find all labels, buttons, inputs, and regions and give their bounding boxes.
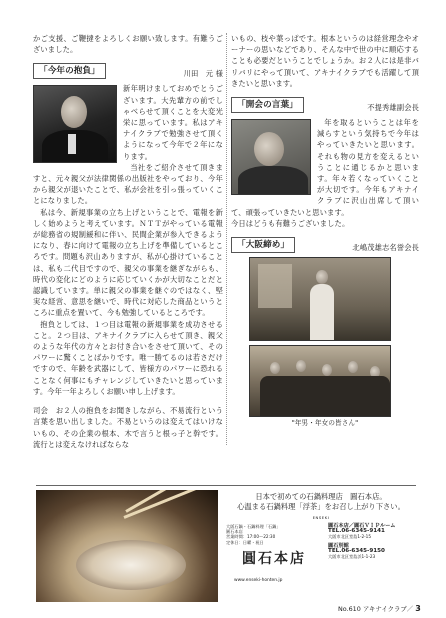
ad-headline-en: ENSEKI (312, 515, 330, 520)
intro-text: いもの、枝や葉っぱです。根本というのは経営理念やオーナーの思いなどであり、そんな中で世の中に順応することも必要だということでしょうか。お２人には是非バリバリにやって頂いて、アキナイクラブでも活躍して頂きたいと思います。 (231, 34, 419, 88)
issue-number: No.610 (338, 605, 361, 613)
ad-store-info (226, 524, 306, 545)
left-column (33, 33, 223, 450)
ad-info-line: 圓石本店 (226, 529, 243, 535)
section-header-closing (231, 237, 419, 253)
ad-info-line: 定休日：日曜・祝日 (226, 539, 264, 545)
ad-info-line: 大阪石鍋・石鍋料理「石鍋」 (226, 524, 281, 529)
closing-ceremony-photo (249, 257, 391, 341)
branch-name: 圓石別館 (328, 542, 349, 549)
branch-address: 大阪市北区堂島1-2-15 (328, 534, 371, 540)
speaker-photo-kawata (33, 85, 117, 163)
branch-phone: TEL.06-6345-9141 (328, 528, 385, 535)
paragraph: 今日はどうも有難うございました。 (231, 218, 350, 228)
speaker-name: 川田 元 様 (183, 69, 223, 79)
speaker-photo-vice-chair (231, 119, 311, 195)
ad-food-photo (36, 490, 218, 602)
section-title: 「開会の言葉」 (231, 97, 304, 113)
branch-address: 大阪市北区堂島浜1-1-23 (328, 554, 376, 560)
column-divider (226, 33, 227, 445)
paragraph: 当社をご紹介させて頂きますと、元々親父が法律関係の出版社をやっており、今年から親父が退いたことで、私が会社を引っ張っていくことになりました。 (33, 162, 223, 206)
speaker-name: 北嶋茂雄志名誉会長 (352, 242, 419, 252)
restaurant-ad (36, 485, 416, 606)
paragraph: 司会 お２人の抱負をお聞きしながら、不易流行という言葉を思い出しました。不易というのは変えてはいけないもの、その企業の根本、木で言うと根っ子と幹です。流行とは変えなければならな (33, 406, 223, 449)
ad-headline-line: 心温まる石鍋料理「浮茶」をお召し上がり下さい。 (237, 502, 405, 511)
ad-logo: 圓石本店 (242, 551, 306, 567)
ad-headline (226, 492, 416, 523)
paragraph: 私は今、新規事業の立ち上げということで、電報を新しく始めようと考えています。ＮＴＴがやっている電報が総務省の規制緩和に伴い、民間企業が参入できるようになり、春に向けて電報の立ち上げを準備しているところです。問題も沢山ありますが、私が心掛けていることは、私も二代目ですので、親父の事業を継ぎながらも、時代の変化にどのように応じていくかが大切なことだと認識しています。単に親父の事業を継ぐのではなく、堅実な経営、意思を継いで、時代に対応した商品というところに重点を置いて、今も勉強しているところです。 (33, 207, 223, 318)
photo-caption: "年男・年女の皆さん" (291, 419, 359, 428)
section-header-opening (231, 97, 419, 113)
right-column (231, 33, 419, 429)
ad-branches (328, 524, 418, 559)
branch-name: 圓石本店／圓石ＶＩＰルーム (328, 523, 396, 529)
club-name: アキナイクラブ／ (362, 605, 414, 613)
paragraph: 新年明けましておめでとうございます。大先輩方の前でしゃべらせて頂くことを大変光栄に思っています。私はアキナイクラブで勉強させて頂くようになって今年で２年になります。 (123, 84, 223, 161)
intro-text: かご支援、ご鞭撻をよろしくお願い致します。有難うございました。 (33, 34, 223, 55)
ad-headline-line: 日本で初めての石鍋料理店 圓石本店。 (255, 492, 387, 501)
section-title: 「大阪締め」 (231, 237, 295, 253)
paragraph: 抱負としては、１つ目は電報の新規事業を成功させること。２つ目は、アキナイクラブに入らせて頂き、親父のような年代の方々とお付き合いをさせて頂いて、そのパワーに驚くことばかりです。唯一勝てるのは若さだけですので、年齢を武器にして、皆様方のパワーに恐れることなく何事にもチャレンジしていきたいと思っています。今年一年よろしくお願い申し上げます。 (33, 319, 223, 396)
paragraph: 年を取るということは年を減らすという気持ちで今年はやっていきたいと思います。それも物の見方を変えるということに通じるかと思います。年々若くなっていくことが大切です。今年もアキナイクラブに沢山出席して頂いて、頑張っていきたいと思います。 (231, 118, 419, 217)
section-header-resolution (33, 63, 223, 79)
ad-url: www.enseki-honten.jp (234, 578, 283, 583)
group-photo (249, 345, 391, 417)
page-number: 3 (415, 604, 421, 613)
speaker-name: 不提秀雄副会長 (367, 102, 419, 112)
section-title: 「今年の抱負」 (33, 63, 106, 79)
ad-info-line: 営業時間：17:00〜22:30 (226, 534, 276, 540)
page-footer (338, 604, 421, 613)
branch-phone: TEL.06-6345-9150 (328, 547, 385, 554)
